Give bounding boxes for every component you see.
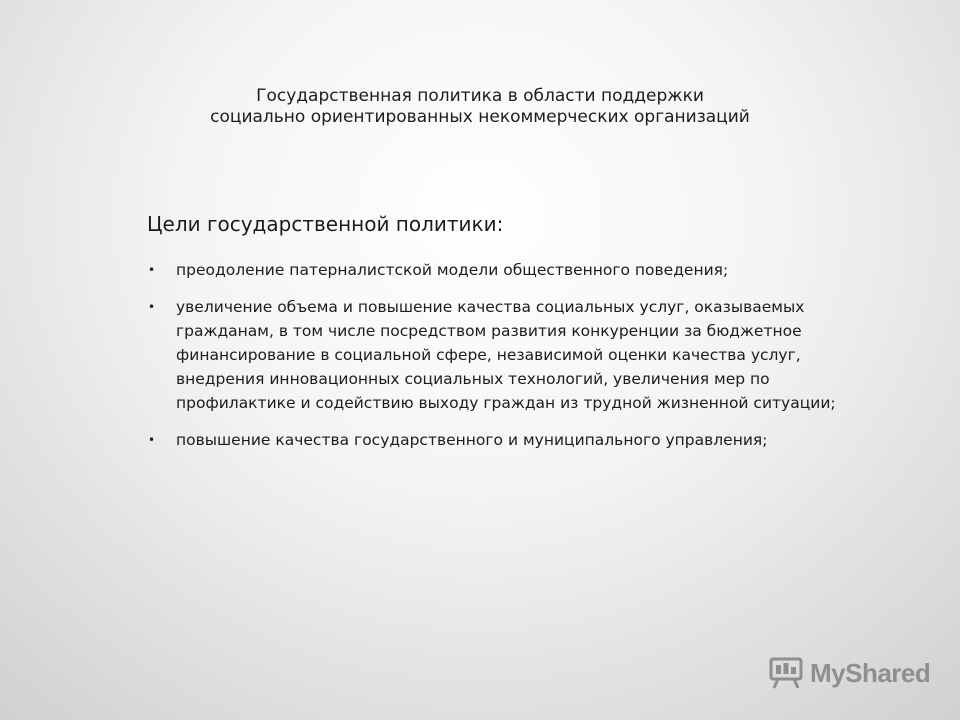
bullet-dot-icon: •	[148, 300, 156, 314]
bullet-text: преодоление патерналистской модели общественного поведения;	[176, 261, 729, 279]
bullet-item	[146, 428, 846, 452]
presentation-board-icon	[768, 656, 804, 690]
slide-title-line-1: Государственная политика в области поддержки	[256, 86, 704, 106]
slide-title-line-2: социально ориентированных некоммерческих организаций	[210, 107, 750, 127]
bullet-text: увеличение объема и повышение качества социальных услуг, оказываемых гражданам, в том числе посредством развития конкуренции за бюджетное финансирование в социальной сфере, независимой оценки качества услуг, внедрения инновационных социальных технологий, увеличения мер по профилактике и содействию выходу граждан из трудной жизненной ситуации;	[176, 298, 836, 412]
bullet-dot-icon: •	[148, 433, 156, 447]
slide-subtitle: Цели государственной политики:	[147, 212, 504, 236]
bullet-item	[146, 258, 846, 282]
bullet-text: повышение качества государственного и муниципального управления;	[176, 431, 768, 449]
myshared-watermark	[768, 656, 930, 690]
bullet-item	[146, 295, 846, 415]
watermark-text: MyShared	[810, 657, 931, 688]
bullet-list	[146, 258, 846, 465]
bullet-dot-icon: •	[148, 263, 156, 277]
slide-title	[80, 86, 880, 128]
